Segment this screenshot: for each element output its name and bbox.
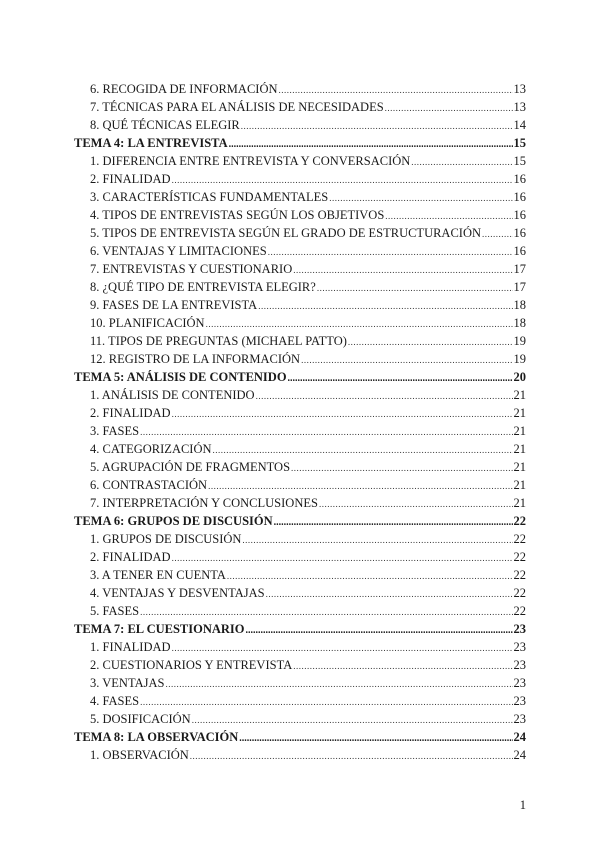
toc-entry-page: 22 (513, 514, 526, 528)
toc-entry-page: 16 (513, 208, 526, 222)
toc-entry-page: 21 (513, 496, 526, 510)
toc-entry-page: 16 (513, 226, 526, 240)
page-number: 1 (519, 798, 526, 812)
toc-entry-page: 20 (513, 370, 526, 384)
toc-dot-leader (279, 81, 513, 99)
toc-section-entry[interactable] (74, 656, 526, 674)
toc-entry-label: TEMA 5: ANÁLISIS DE CONTENIDO (74, 370, 287, 384)
toc-entry-label: TEMA 6: GRUPOS DE DISCUSIÓN (74, 514, 273, 528)
toc-dot-leader (140, 693, 512, 711)
toc-section-entry[interactable] (74, 440, 526, 458)
toc-entry-page: 23 (513, 640, 526, 654)
toc-section-entry[interactable] (74, 746, 526, 764)
toc-dot-leader (241, 117, 513, 135)
toc-entry-page: 21 (513, 424, 526, 438)
toc-dot-leader (293, 261, 512, 279)
toc-entry-label: 8. QUÉ TÉCNICAS ELEGIR (90, 118, 240, 132)
toc-entry-label: 4. VENTAJAS Y DESVENTAJAS (90, 586, 265, 600)
toc-entry-label: 6. VENTAJAS Y LIMITACIONES (90, 244, 267, 258)
toc-entry-label: 4. TIPOS DE ENTREVISTAS SEGÚN LOS OBJETIVOS (90, 208, 385, 222)
toc-dot-leader (268, 243, 513, 261)
toc-entry-page: 22 (513, 568, 526, 582)
toc-entry-label: 7. INTERPRETACIÓN Y CONCLUSIONES (90, 496, 318, 510)
toc-section-entry[interactable] (74, 224, 526, 242)
toc-section-entry[interactable] (74, 296, 526, 314)
toc-section-entry[interactable] (74, 314, 526, 332)
toc-entry-page: 21 (513, 460, 526, 474)
toc-entry-page: 13 (513, 82, 526, 96)
toc-entry-page: 13 (513, 100, 526, 114)
toc-dot-leader (239, 730, 512, 748)
toc-section-entry[interactable] (74, 206, 526, 224)
toc-section-entry[interactable] (74, 80, 526, 98)
toc-dot-leader (192, 711, 513, 729)
toc-entry-page: 14 (513, 118, 526, 132)
toc-dot-leader (274, 514, 513, 532)
toc-section-entry[interactable] (74, 710, 526, 728)
toc-section-entry[interactable] (74, 404, 526, 422)
toc-dot-leader (348, 333, 513, 351)
toc-section-entry[interactable] (74, 350, 526, 368)
toc-entry-label: 2. FINALIDAD (90, 406, 171, 420)
toc-entry-label: 3. FASES (90, 424, 140, 438)
toc-chapter-entry[interactable] (74, 134, 526, 152)
toc-dot-leader (319, 495, 513, 513)
toc-dot-leader (140, 423, 512, 441)
toc-entry-label: 1. GRUPOS DE DISCUSIÓN (90, 532, 242, 546)
toc-entry-label: 10. PLANIFICACIÓN (90, 316, 205, 330)
toc-dot-leader (172, 549, 513, 567)
toc-entry-label: 3. A TENER EN CUENTA (90, 568, 226, 582)
toc-entry-page: 22 (513, 532, 526, 546)
toc-entry-page: 23 (513, 658, 526, 672)
toc-entry-page: 23 (513, 622, 526, 636)
toc-section-entry[interactable] (74, 638, 526, 656)
toc-section-entry[interactable] (74, 170, 526, 188)
toc-section-entry[interactable] (74, 674, 526, 692)
toc-entry-page: 24 (513, 730, 526, 744)
toc-section-entry[interactable] (74, 152, 526, 170)
toc-section-entry[interactable] (74, 422, 526, 440)
toc-entry-page: 23 (513, 676, 526, 690)
toc-dot-leader (172, 639, 513, 657)
toc-entry-page: 22 (513, 604, 526, 618)
toc-entry-page: 21 (513, 478, 526, 492)
toc-dot-leader (227, 567, 513, 585)
toc-entry-page: 23 (513, 694, 526, 708)
toc-entry-label: 5. FASES (90, 604, 140, 618)
toc-entry-page: 15 (513, 136, 526, 150)
toc-section-entry[interactable] (74, 278, 526, 296)
toc-chapter-entry[interactable] (74, 728, 526, 746)
toc-entry-label: 9. FASES DE LA ENTREVISTA (90, 298, 258, 312)
toc-section-entry[interactable] (74, 530, 526, 548)
toc-dot-leader (266, 585, 513, 603)
toc-dot-leader (246, 622, 513, 640)
toc-entry-label: 4. FASES (90, 694, 140, 708)
toc-entry-label: 4. CATEGORIZACIÓN (90, 442, 212, 456)
toc-dot-leader (190, 747, 513, 765)
toc-dot-leader (242, 531, 512, 549)
toc-entry-page: 15 (513, 154, 526, 168)
toc-entry-label: 11. TIPOS DE PREGUNTAS (MICHAEL PATTO) (90, 334, 347, 348)
toc-section-entry[interactable] (74, 584, 526, 602)
toc-dot-leader (208, 477, 512, 495)
toc-entry-label: TEMA 7: EL CUESTIONARIO (74, 622, 245, 636)
toc-section-entry[interactable] (74, 602, 526, 620)
toc-dot-leader (293, 657, 512, 675)
toc-entry-label: 7. ENTREVISTAS Y CUESTIONARIO (90, 262, 293, 276)
toc-entry-label: TEMA 4: LA ENTREVISTA (74, 136, 228, 150)
toc-section-entry[interactable] (74, 116, 526, 134)
toc-section-entry[interactable] (74, 494, 526, 512)
toc-dot-leader (172, 171, 513, 189)
toc-entry-label: 12. REGISTRO DE LA INFORMACIÓN (90, 352, 301, 366)
toc-section-entry[interactable] (74, 386, 526, 404)
toc-section-entry[interactable] (74, 98, 526, 116)
toc-section-entry[interactable] (74, 692, 526, 710)
toc-section-entry[interactable] (74, 548, 526, 566)
toc-dot-leader (213, 441, 513, 459)
toc-section-entry[interactable] (74, 458, 526, 476)
toc-entry-page: 16 (513, 244, 526, 258)
toc-dot-leader (288, 370, 513, 388)
toc-entry-label: 2. CUESTIONARIOS Y ENTREVISTA (90, 658, 293, 672)
toc-entry-label: 1. FINALIDAD (90, 640, 171, 654)
toc-dot-leader (206, 315, 513, 333)
toc-chapter-entry[interactable] (74, 620, 526, 638)
toc-entry-page: 19 (513, 352, 526, 366)
toc-entry-page: 24 (513, 748, 526, 762)
toc-section-entry[interactable] (74, 332, 526, 350)
toc-chapter-entry[interactable] (74, 368, 526, 386)
toc-dot-leader (329, 189, 512, 207)
toc-dot-leader (301, 351, 512, 369)
toc-dot-leader (385, 207, 512, 225)
toc-entry-label: 3. CARACTERÍSTICAS FUNDAMENTALES (90, 190, 329, 204)
toc-entry-page: 22 (513, 550, 526, 564)
toc-section-entry[interactable] (74, 566, 526, 584)
toc-dot-leader (291, 459, 512, 477)
toc-entry-label: TEMA 8: LA OBSERVACIÓN (74, 730, 239, 744)
toc-entry-page: 18 (513, 298, 526, 312)
toc-chapter-entry[interactable] (74, 512, 526, 530)
toc-entry-label: 5. DOSIFICACIÓN (90, 712, 191, 726)
toc-dot-leader (256, 387, 513, 405)
toc-entry-page: 17 (513, 280, 526, 294)
toc-section-entry[interactable] (74, 260, 526, 278)
toc-entry-label: 5. AGRUPACIÓN DE FRAGMENTOS (90, 460, 291, 474)
toc-entry-page: 21 (513, 406, 526, 420)
toc-entry-label: 6. RECOGIDA DE INFORMACIÓN (90, 82, 278, 96)
toc-entry-label: 6. CONTRASTACIÓN (90, 478, 208, 492)
toc-dot-leader (482, 225, 512, 243)
toc-entry-page: 21 (513, 442, 526, 456)
table-of-contents (74, 80, 526, 764)
toc-entry-page: 18 (513, 316, 526, 330)
toc-entry-page: 21 (513, 388, 526, 402)
toc-dot-leader (317, 279, 513, 297)
toc-dot-leader (165, 675, 512, 693)
toc-entry-page: 16 (513, 190, 526, 204)
toc-dot-leader (172, 405, 513, 423)
toc-dot-leader (258, 297, 512, 315)
toc-section-entry[interactable] (74, 188, 526, 206)
toc-entry-label: 2. FINALIDAD (90, 550, 171, 564)
toc-dot-leader (411, 153, 512, 171)
toc-entry-label: 1. DIFERENCIA ENTRE ENTREVISTA Y CONVERSACIÓN (90, 154, 411, 168)
toc-entry-page: 23 (513, 712, 526, 726)
toc-entry-page: 16 (513, 172, 526, 186)
toc-entry-label: 3. VENTAJAS (90, 676, 165, 690)
toc-entry-label: 7. TÉCNICAS PARA EL ANÁLISIS DE NECESIDADES (90, 100, 384, 114)
toc-entry-label: 8. ¿QUÉ TIPO DE ENTREVISTA ELEGIR? (90, 280, 316, 294)
toc-entry-label: 5. TIPOS DE ENTREVISTA SEGÚN EL GRADO DE ESTRUCTURACIÓN (90, 226, 482, 240)
toc-entry-label: 1. ANÁLISIS DE CONTENIDO (90, 388, 255, 402)
toc-entry-label: 1. OBSERVACIÓN (90, 748, 189, 762)
toc-entry-page: 17 (513, 262, 526, 276)
toc-section-entry[interactable] (74, 242, 526, 260)
toc-dot-leader (140, 603, 512, 621)
toc-section-entry[interactable] (74, 476, 526, 494)
toc-dot-leader (385, 99, 513, 117)
toc-entry-page: 19 (513, 334, 526, 348)
toc-entry-page: 22 (513, 586, 526, 600)
toc-entry-label: 2. FINALIDAD (90, 172, 171, 186)
